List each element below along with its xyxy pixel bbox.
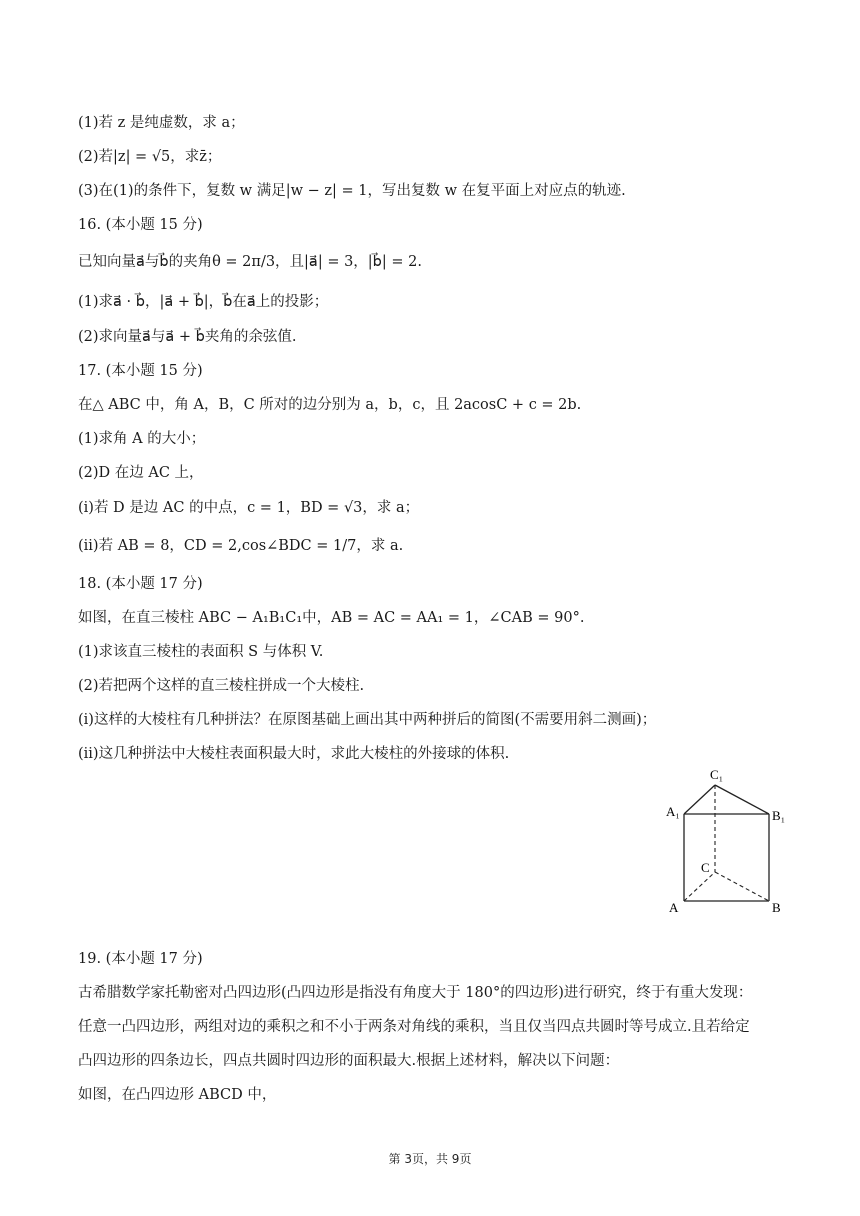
text-line: 古希腊数学家托勒密对凸四边形(凸四边形是指没有角度大于 180°的四边形)进行研究，终于有重大发现： <box>78 985 753 1001</box>
page-footer: 第 3页，共 9页 <box>388 1152 472 1166</box>
label-a: A <box>669 900 679 914</box>
text-line: (3)在(1)的条件下，复数 w 满足|w − z| = 1，写出复数 w 在复平面上对应点的轨迹. <box>78 183 626 199</box>
text-line: (ii)这几种拼法中大棱柱表面积最大时，求此大棱柱的外接球的体积. <box>78 746 510 762</box>
text-line: (2)求向量a⃗与a⃗ + b⃗夹角的余弦值. <box>78 329 297 345</box>
text-line: 已知向量a⃗与b⃗的夹角θ = 2π/3，且|a⃗| = 3，|b⃗| = 2. <box>78 254 422 270</box>
text-line: 任意一凸四边形，两组对边的乘积之和不小于两条对角线的乘积，当且仅当四点共圆时等号成立.且若给定 <box>78 1019 750 1035</box>
text-line: (1)求该直三棱柱的表面积 S 与体积 V. <box>78 644 324 660</box>
text-line: 凸四边形的四条边长，四点共圆时四边形的面积最大.根据上述材料，解决以下问题： <box>78 1053 620 1069</box>
text-line: (1)若 z 是纯虚数，求 a； <box>78 115 245 131</box>
label-b: B <box>772 900 781 914</box>
edge-c1-b1 <box>715 785 769 814</box>
text-line: 16. (本小题 15 分) <box>78 217 203 233</box>
label-a1: A₁ <box>666 804 680 819</box>
text-line: 如图，在凸四边形 ABCD 中， <box>78 1087 277 1103</box>
text-line: 在△ ABC 中，角 A，B，C 所对的边分别为 a，b，c，且 2acosC + c = 2b. <box>78 397 582 413</box>
text-line: (1)求a⃗ · b⃗，|a⃗ + b⃗|，b⃗在a⃗上的投影； <box>78 294 329 310</box>
edge-a1-c1 <box>684 785 715 814</box>
text-line: 18. (本小题 17 分) <box>78 576 203 592</box>
label-c: C <box>701 860 710 875</box>
prism-figure <box>664 764 794 914</box>
text-line: (2)若|z| = √5，求z̄； <box>78 149 222 165</box>
text-line: 17. (本小题 15 分) <box>78 363 203 379</box>
label-c1: C₁ <box>710 767 724 782</box>
text-line: (2)若把两个这样的直三棱柱拼成一个大棱柱. <box>78 678 365 694</box>
text-line: (2)D 在边 AC 上， <box>78 465 204 481</box>
text-line: (i)若 D 是边 AC 的中点，c = 1，BD = √3，求 a； <box>78 500 420 516</box>
edge-a-c <box>684 872 715 901</box>
text-line: (1)求角 A 的大小； <box>78 431 206 447</box>
edge-c-b <box>715 872 769 901</box>
text-line: 如图，在直三棱柱 ABC − A₁B₁C₁中，AB = AC = AA₁ = 1，∠CAB = 90°. <box>78 610 585 626</box>
text-line: (ii)若 AB = 8，CD = 2,cos∠BDC = 1/7，求 a. <box>78 538 404 554</box>
text-line: (i)这样的大棱柱有几种拼法？在原图基础上画出其中两种拼后的简图(不需要用斜二测画)； <box>78 712 657 728</box>
text-line: 19. (本小题 17 分) <box>78 951 203 967</box>
label-b1: B₁ <box>772 808 786 823</box>
